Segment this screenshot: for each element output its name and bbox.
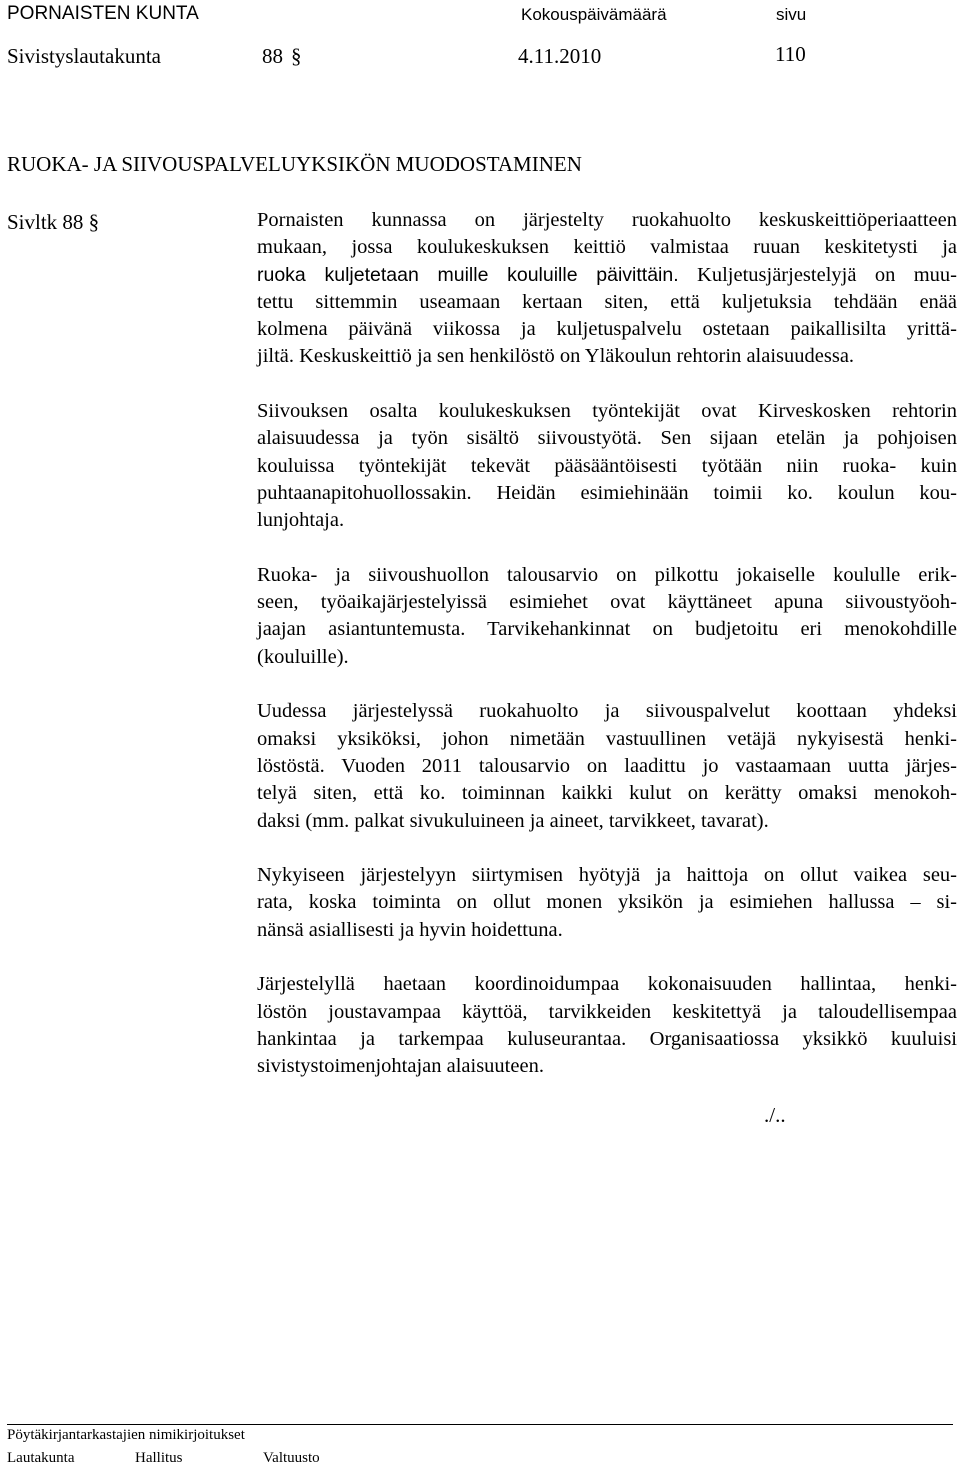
paragraph-line: seen, työaikajärjestelyissä esimiehet ovat käyttäneet apuna siivoustyöoh- [257, 591, 957, 614]
paragraph [257, 862, 957, 944]
document-title: RUOKA- JA SIIVOUSPALVELUYKSIKÖN MUODOSTAMINEN [7, 152, 582, 176]
footer-body-hallitus: Hallitus [135, 1450, 183, 1466]
paragraph-line: löstön joustavampaa käyttöä, tarvikkeiden keskitettyä ja taloudellisempaa [257, 1000, 957, 1023]
paragraph-line: hankintaa ja tarkempaa kuluseurantaa. Organisaatiossa yksikkö kuuluisi [257, 1027, 957, 1050]
paragraph-line: omaksi yksiköksi, johon nimetään vastuullinen vetäjä nykyisestä henki- [257, 727, 957, 750]
meeting-date: 4.11.2010 [518, 44, 602, 68]
footer-body-lautakunta: Lautakunta [7, 1450, 75, 1466]
paragraph-line: löstöstä. Vuoden 2011 talousarvio on laadittu jo vastaamaan uutta järjes- [257, 754, 957, 777]
text-run: ruoka kuljetetaan muille kouluille päivittäin. [257, 263, 679, 286]
paragraph-line: jiltä. Keskuskeittiö ja sen henkilöstö on Yläkoulun rehtorin alaisuudessa. [257, 345, 855, 368]
paragraph-line: Nykyiseen järjestelyyn siirtymisen hyötyjä ja haittoja on ollut vaikea seu- [257, 864, 957, 887]
paragraph-line [257, 262, 957, 289]
paragraph-line: Uudessa järjestelyssä ruokahuolto ja siivouspalvelut koottaan yhdeksi [257, 700, 957, 723]
paragraph [257, 562, 957, 671]
signatures-label: Pöytäkirjantarkastajien nimikirjoitukset [7, 1427, 245, 1443]
paragraph [257, 207, 957, 371]
paragraph-line: nänsä asiallisesti ja hyvin hoidettuna. [257, 918, 563, 941]
paragraph [257, 398, 957, 534]
municipality-name: PORNAISTEN KUNTA [7, 3, 199, 24]
footer-divider [7, 1424, 953, 1425]
paragraph-line: Järjestelyllä haetaan koordinoidumpaa kokonaisuuden hallintaa, henki- [257, 973, 957, 996]
paragraph-line: mukaan, jossa koulukeskuksen keittiö valmistaa ruuan keskitetysti ja [257, 236, 957, 259]
section-mark: § [291, 44, 302, 68]
paragraph-line: sivistystoimenjohtajan alaisuuteen. [257, 1055, 544, 1078]
paragraph-line: (kouluille). [257, 645, 349, 668]
meeting-date-label: Kokouspäivämäärä [521, 5, 667, 24]
paragraph-line: lunjohtaja. [257, 509, 345, 532]
paragraph-line: Pornaisten kunnassa on järjestelty ruokahuolto keskuskeittiöperiaatteen [257, 209, 957, 231]
document-body [257, 207, 957, 1108]
paragraph-line: jaajan asiantuntemusta. Tarvikehankinnat on budjetoitu eri menokohdille [257, 618, 957, 641]
paragraph-line: kolmena päivänä viikossa ja kuljetuspalvelu ostetaan paikallisilta yrittä- [257, 318, 957, 341]
paragraph-line: telyä siten, että ko. toiminnan kaikki kulut on kerätty omaksi menokoh- [257, 782, 957, 805]
section-number: 88 [262, 44, 283, 68]
paragraph-line: daksi (mm. palkat sivukuluineen ja aineet, tarvikkeet, tavarat). [257, 809, 769, 832]
text-run: Kuljetusjärjestelyjä on muu- [678, 263, 958, 286]
section-reference: Sivltk 88 § [7, 210, 100, 234]
continued-mark: ./.. [764, 1103, 786, 1127]
paragraph-line: puhtaanapitohuollossakin. Heidän esimiehinään toimii ko. koulun kou- [257, 481, 957, 504]
paragraph-line: tettu sittemmin useamaan kertaan siten, että kuljetuksia tehdään enää [257, 290, 957, 313]
board-name: Sivistyslautakunta [7, 44, 161, 68]
paragraph-line: alaisuudessa ja työn sisältö siivoustyötä. Sen sijaan etelän ja pohjoisen [257, 427, 957, 450]
page-number: 110 [775, 42, 806, 66]
footer-bodies [7, 1450, 320, 1467]
paragraph-line: Siivouksen osalta koulukeskuksen työntekijät ovat Kirveskosken rehtorin [257, 400, 957, 423]
page-label: sivu [776, 5, 807, 24]
paragraph [257, 698, 957, 834]
paragraph [257, 971, 957, 1080]
paragraph-line: kouluissa työntekijät tekevät pääsääntöisesti työtään niin ruoka- kuin [257, 454, 957, 477]
footer-body-valtuusto: Valtuusto [263, 1450, 320, 1466]
paragraph-line: rata, koska toiminta on ollut monen yksikön ja esimiehen hallussa – si- [257, 891, 957, 914]
paragraph-line: Ruoka- ja siivoushuollon talousarvio on pilkottu jokaiselle koululle erik- [257, 563, 957, 586]
